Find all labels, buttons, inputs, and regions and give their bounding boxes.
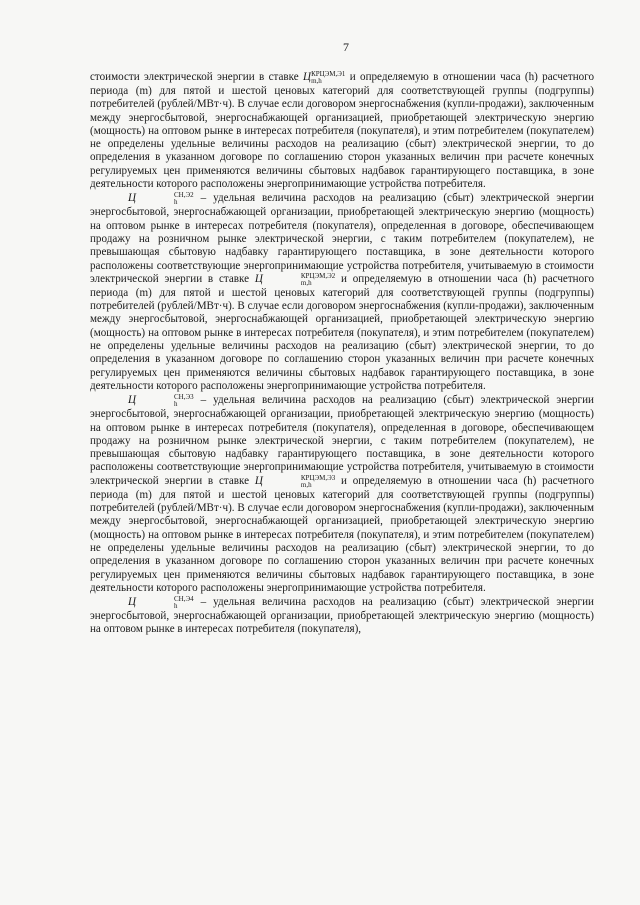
paragraph-1-lead: стоимости электрической энергии в ставке	[90, 71, 299, 83]
paragraph-3-tail: и определяемую в отношении часа (h) расчетного периода (m) для пятой и шестой ценовых категорий для соответствующей группы (подгруппы) потребителей (рублей/МВт·ч). В случае если договором энергоснабжения (купли-продажи), заключенным между энергосбытовой, энергоснабжающей организацией, приобретающей электрическую энергию (мощность) на оптовом рынке в интересах потребителя (покупателя), и этим потребителем (покупателем) не определены удельные величины расходов на реализацию (сбыт) электрической энергии, то до определения в указанном договоре по соглашению сторон указанных величин при расчете конечных регулируемых цен применяются величины сбытовых надбавок гарантирующего поставщика, в зоне деятельности которого расположены энергопринимающие устройства потребителя.	[90, 474, 594, 594]
document-body	[90, 71, 594, 637]
symbol-krcem-e2: Ц КРЦЭМ,Э2 m,h	[254, 271, 336, 287]
paragraph-1-tail: и определяемую в отношении часа (h) расчетного периода (m) для пятой и шестой ценовых категорий для соответствующей группы (подгруппы) потребителей (рублей/МВт·ч). В случае если договором энергоснабжения (купли-продажи), заключенным между энергосбытовой, энергоснабжающей организацией, приобретающей электрическую энергию (мощность) на оптовом рынке в интересах потребителя (покупателя), и этим потребителем (покупателем) не определены удельные величины расходов на реализацию (сбыт) электрической энергии, то до определения в указанном договоре по соглашению сторон указанных величин при расчете конечных регулируемых цен применяются величины сбытовых надбавок гарантирующего поставщика, в зоне деятельности которого расположены энергопринимающие устройства потребителя.	[90, 71, 594, 191]
paragraph-4-lead: – удельная величина расходов на реализацию (сбыт) электрической энергии энергосбытовой, энергоснабжающей организации, приобретающей электрическую энергию (мощность) на оптовом рынке в интересах потребителя (покупателя),	[90, 596, 594, 636]
symbol-krcem-e3: Ц КРЦЭМ,Э3 m,h	[254, 473, 336, 489]
paragraph-4	[90, 596, 594, 637]
paragraph-2-lead: – удельная величина расходов на реализацию (сбыт) электрической энергии энергосбытовой, энергоснабжающей организации, приобретающей электрическую энергию (мощность) на оптовом рынке в интересах потребителя (покупателя), определенная в договоре, обеспечивающем продажу на розничном рынке электрической энергии, с таким потребителем (покупателем), не превышающая сбытовую надбавку гарантирующего поставщика, в зоне деятельности которого расположены соответствующие энергопринимающие устройства потребителя, учитываемую в стоимости электрической энергии в ставке	[90, 192, 594, 285]
paragraph-2	[90, 192, 594, 393]
symbol-sn-e3: Ц СН,Э3 h	[128, 393, 194, 409]
paragraph-3-lead: – удельная величина расходов на реализацию (сбыт) электрической энергии энергосбытовой, энергоснабжающей организации, приобретающей электрическую энергию (мощность) на оптовом рынке в интересах потребителя (покупателя), определенная в договоре, обеспечивающем продажу на розничном рынке электрической энергии, с таким потребителем (покупателем), не превышающая сбытовую надбавку гарантирующего поставщика, в зоне деятельности которого расположены соответствующие энергопринимающие устройства потребителя, учитываемую в стоимости электрической энергии в ставке	[90, 394, 594, 487]
paragraph-2-tail: и определяемую в отношении часа (h) расчетного периода (m) для пятой и шестой ценовых категорий для соответствующей группы (подгруппы) потребителей (рублей/МВт·ч). В случае если договором энергоснабжения (купли-продажи), заключенным между энергосбытовой, энергоснабжающей организацией, приобретающей электрическую энергию (мощность) на оптовом рынке в интересах потребителя (покупателя), и этим потребителем (покупателем) не определены удельные величины расходов на реализацию (сбыт) электрической энергии, то до определения в указанном договоре по соглашению сторон указанных величин при расчете конечных регулируемых цен применяются величины сбытовых надбавок гарантирующего поставщика, в зоне деятельности которого расположены энергопринимающие устройства потребителя.	[90, 272, 594, 392]
paragraph-3	[90, 394, 594, 595]
page-number: 7	[343, 40, 349, 54]
symbol-krcem-e1: Ц КРЦЭМ,Э1 m,h	[303, 70, 346, 85]
symbol-sn-e4: Ц СН,Э4 h	[128, 595, 194, 611]
paragraph-1	[90, 71, 594, 191]
symbol-sn-e2: Ц СН,Э2 h	[128, 191, 194, 207]
